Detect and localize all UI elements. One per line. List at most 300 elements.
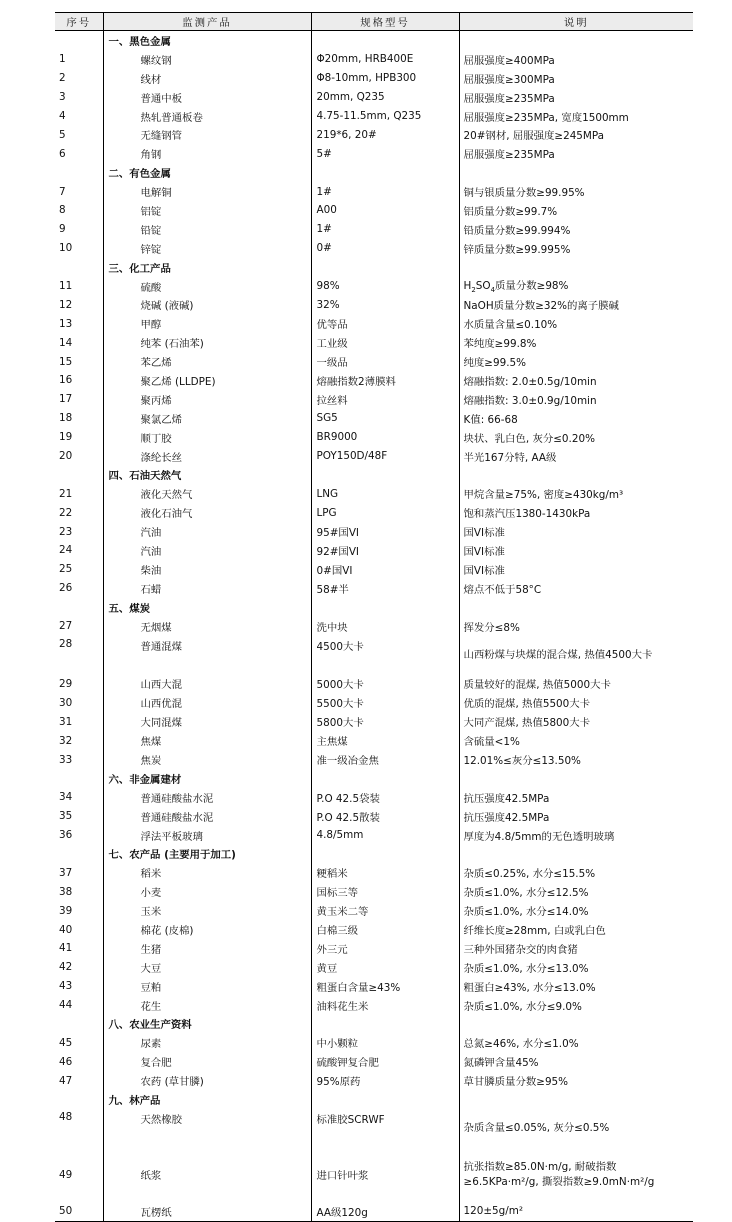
category-no-cell: [55, 163, 103, 182]
description: 氮磷钾含量45%: [459, 1052, 693, 1071]
row-no: 16: [59, 374, 73, 387]
row-no: 21: [59, 487, 73, 500]
row-no: 31: [59, 715, 73, 728]
row-no: 50: [55, 1202, 103, 1221]
spec-model: 5#: [311, 144, 459, 163]
description: 厚度为4.8/5mm的无色透明玻璃: [459, 826, 693, 845]
table-row: [55, 447, 693, 466]
row-no: 30: [59, 696, 73, 709]
description: 质量较好的混煤, 热值5000大卡: [459, 675, 693, 694]
row-no: 13: [59, 317, 73, 330]
description: 抗压强度42.5MPa: [459, 807, 693, 826]
spec-model: P.O 42.5散装: [311, 807, 459, 826]
table-row: [55, 220, 693, 239]
description: 国VI标准: [459, 560, 693, 579]
description: 杂质≤1.0%, 水分≤13.0%: [459, 958, 693, 977]
table-row: [55, 541, 693, 560]
table-row: [55, 675, 693, 694]
table-row: [55, 901, 693, 920]
product-name: 纯苯 (石油苯): [103, 333, 311, 352]
spec-model: 油料花生米: [311, 996, 459, 1015]
row-no: 14: [59, 336, 73, 349]
spec-model: 5500大卡: [311, 693, 459, 712]
product-name: 纸浆: [103, 1148, 311, 1202]
table-row: [55, 88, 693, 107]
description: 熔融指数: 3.0±0.9g/10min: [459, 390, 693, 409]
row-no: 49: [59, 1168, 73, 1181]
description: 含硫量<1%: [459, 731, 693, 750]
spec-model: 进口针叶浆: [311, 1148, 459, 1202]
product-name: 甲醇: [103, 314, 311, 333]
row-no: 35: [59, 810, 73, 823]
description: 山西粉煤与块煤的混合煤, 热值4500大卡: [459, 636, 693, 675]
product-name: 铝锭: [103, 201, 311, 220]
product-name: 顺丁胶: [103, 428, 311, 447]
description: 20#钢材, 屈服强度≥245MPa: [459, 125, 693, 144]
spec-model: 优等品: [311, 314, 459, 333]
table-body: [55, 31, 693, 1222]
row-no: 18: [59, 412, 73, 425]
row-no: 17: [59, 393, 73, 406]
product-name: 铅锭: [103, 220, 311, 239]
row-no: 5: [59, 128, 66, 141]
category-spec-cell: [311, 465, 459, 484]
row-no: 45: [59, 1036, 73, 1049]
description: 草甘膦质量分数≥95%: [459, 1071, 693, 1090]
row-no: 42: [59, 961, 73, 974]
description: 铝质量分数≥99.7%: [459, 201, 693, 220]
spec-model: P.O 42.5袋装: [311, 788, 459, 807]
category-no-cell: [55, 769, 103, 788]
row-no: 46: [59, 1055, 73, 1068]
table-row: [55, 750, 693, 769]
row-no: 2: [59, 72, 66, 85]
product-name: 聚乙烯 (LLDPE): [103, 371, 311, 390]
category-row: [55, 769, 693, 788]
product-name: 稻米: [103, 863, 311, 882]
row-no: 9: [59, 223, 66, 236]
table-row: [55, 788, 693, 807]
header-desc: 说明: [459, 13, 693, 31]
table-row: [55, 863, 693, 882]
row-no: 12: [59, 298, 73, 311]
table-row: [55, 125, 693, 144]
spec-model: Φ8-10mm, HPB300: [311, 69, 459, 88]
row-no: 32: [59, 734, 73, 747]
spec-model: 工业级: [311, 333, 459, 352]
product-name: 液化石油气: [103, 503, 311, 522]
description: 抗压强度42.5MPa: [459, 788, 693, 807]
description: 半光167分特, AA级: [459, 447, 693, 466]
spec-model: Φ20mm, HRB400E: [311, 50, 459, 69]
table-row: [55, 1202, 693, 1221]
description: 杂质≤1.0%, 水分≤12.5%: [459, 882, 693, 901]
category-desc-cell: [459, 1015, 693, 1034]
table-row: [55, 107, 693, 126]
header-product: 监测产品: [103, 13, 311, 31]
spec-model: 1#: [311, 220, 459, 239]
spec-model: 中小颗粒: [311, 1033, 459, 1052]
description: 甲烷含量≥75%, 密度≥430kg/m³: [459, 484, 693, 503]
category-desc-cell: [459, 1090, 693, 1109]
description: 块状、乳白色, 灰分≤0.20%: [459, 428, 693, 447]
description: 大同产混煤, 热值5800大卡: [459, 712, 693, 731]
category-label: 四、石油天然气: [103, 465, 311, 484]
category-desc-cell: [459, 258, 693, 277]
description: 国VI标准: [459, 541, 693, 560]
product-name: 苯乙烯: [103, 352, 311, 371]
spec-model: SG5: [311, 409, 459, 428]
spec-model: 准一级冶金焦: [311, 750, 459, 769]
table-row: [55, 636, 693, 675]
spec-model: 主焦煤: [311, 731, 459, 750]
category-spec-cell: [311, 1090, 459, 1109]
table-row: [55, 390, 693, 409]
category-row: [55, 1015, 693, 1034]
product-name: 线材: [103, 69, 311, 88]
row-no: 20: [59, 450, 73, 463]
spec-model: A00: [311, 201, 459, 220]
description: 挥发分≤8%: [459, 617, 693, 636]
table-row: [55, 579, 693, 598]
table-row: [55, 693, 693, 712]
spec-model: 0#: [311, 239, 459, 258]
table-row: [55, 1071, 693, 1090]
product-name: 锌锭: [103, 239, 311, 258]
category-row: [55, 163, 693, 182]
spec-model: 20mm, Q235: [311, 88, 459, 107]
spec-model: 4500大卡: [311, 636, 459, 675]
product-name: 尿素: [103, 1033, 311, 1052]
category-label: 七、农产品 (主要用于加工): [103, 845, 311, 864]
spec-model: 粗蛋白含量≥43%: [311, 977, 459, 996]
spec-model: 外三元: [311, 939, 459, 958]
spec-model: 5800大卡: [311, 712, 459, 731]
spec-model: 92#国VI: [311, 541, 459, 560]
row-no: 3: [59, 91, 66, 104]
row-no: 7: [59, 185, 66, 198]
product-name: 玉米: [103, 901, 311, 920]
table-row: [55, 239, 693, 258]
category-no-cell: [55, 845, 103, 864]
product-name: 普通硅酸盐水泥: [103, 788, 311, 807]
product-name: 热轧普通板卷: [103, 107, 311, 126]
description: 熔融指数: 2.0±0.5g/10min: [459, 371, 693, 390]
row-no: 44: [59, 999, 73, 1012]
product-name: 农药 (草甘膦): [103, 1071, 311, 1090]
table-row: [55, 409, 693, 428]
spec-model: 32%: [311, 295, 459, 314]
row-no: 26: [59, 582, 73, 595]
spec-model: 4.75-11.5mm, Q235: [311, 107, 459, 126]
product-name: 焦煤: [103, 731, 311, 750]
category-label: 二、有色金属: [103, 163, 311, 182]
table-row: [55, 731, 693, 750]
product-name: 小麦: [103, 882, 311, 901]
product-name: 电解铜: [103, 182, 311, 201]
spec-model: 一级品: [311, 352, 459, 371]
spec-model: 白棉三级: [311, 920, 459, 939]
spec-model: 1#: [311, 182, 459, 201]
table-row: [55, 882, 693, 901]
description: 屈服强度≥300MPa: [459, 69, 693, 88]
table-row: [55, 958, 693, 977]
spec-model: LNG: [311, 484, 459, 503]
product-name: 普通硅酸盐水泥: [103, 807, 311, 826]
category-label: 八、农业生产资料: [103, 1015, 311, 1034]
spec-model: 95%原药: [311, 1071, 459, 1090]
spec-model: 5000大卡: [311, 675, 459, 694]
row-no: 38: [59, 885, 73, 898]
header-row: [55, 13, 693, 31]
row-no: 24: [59, 544, 73, 557]
spec-model: 0#国VI: [311, 560, 459, 579]
row-no: 43: [59, 980, 73, 993]
row-no: 1: [59, 53, 66, 66]
table-row: [55, 996, 693, 1015]
category-row: [55, 465, 693, 484]
category-label: 九、林产品: [103, 1090, 311, 1109]
description: 水质量含量≤0.10%: [459, 314, 693, 333]
spec-model: 黄豆: [311, 958, 459, 977]
row-no: 39: [59, 904, 73, 917]
description: 纯度≥99.5%: [459, 352, 693, 371]
table-row: [55, 807, 693, 826]
category-label: 六、非金属建材: [103, 769, 311, 788]
product-name: 焦炭: [103, 750, 311, 769]
product-name: 无烟煤: [103, 617, 311, 636]
product-name: 山西大混: [103, 675, 311, 694]
category-no-cell: [55, 465, 103, 484]
product-name: 烧碱 (液碱): [103, 295, 311, 314]
product-name: 硫酸: [103, 277, 311, 296]
product-name: 棉花 (皮棉): [103, 920, 311, 939]
spec-model: 粳稻米: [311, 863, 459, 882]
table-row: [55, 314, 693, 333]
description: 铜与银质量分数≥99.95%: [459, 182, 693, 201]
row-no: 10: [59, 242, 73, 255]
product-name: 聚丙烯: [103, 390, 311, 409]
category-no-cell: [55, 598, 103, 617]
product-name: 瓦楞纸: [103, 1202, 311, 1221]
category-row: [55, 31, 693, 50]
table-row: [55, 977, 693, 996]
description: 屈服强度≥235MPa: [459, 88, 693, 107]
row-no: 11: [59, 280, 73, 293]
table-row: [55, 69, 693, 88]
spec-model: 黄玉米二等: [311, 901, 459, 920]
category-spec-cell: [311, 598, 459, 617]
table-row: [55, 277, 693, 296]
product-name: 生猪: [103, 939, 311, 958]
row-no: 8: [59, 204, 66, 217]
product-name: 涤纶长丝: [103, 447, 311, 466]
table-row: [55, 1052, 693, 1071]
spec-model: LPG: [311, 503, 459, 522]
table-row: [55, 712, 693, 731]
row-no: 25: [59, 563, 73, 576]
description: 铅质量分数≥99.994%: [459, 220, 693, 239]
category-desc-cell: [459, 163, 693, 182]
table-row: [55, 50, 693, 69]
description: NaOH质量分数≥32%的离子膜碱: [459, 295, 693, 314]
description: 杂质含量≤0.05%, 灰分≤0.5%: [459, 1109, 693, 1148]
category-desc-cell: [459, 31, 693, 50]
table-row: [55, 1148, 693, 1202]
description: 杂质≤1.0%, 水分≤14.0%: [459, 901, 693, 920]
category-desc-cell: [459, 598, 693, 617]
spec-model: 拉丝料: [311, 390, 459, 409]
product-name: 聚氯乙烯: [103, 409, 311, 428]
category-spec-cell: [311, 258, 459, 277]
category-row: [55, 1090, 693, 1109]
category-row: [55, 598, 693, 617]
category-label: 一、黑色金属: [103, 31, 311, 50]
description: 屈服强度≥235MPa, 宽度1500mm: [459, 107, 693, 126]
category-no-cell: [55, 1015, 103, 1034]
price-monitor-table-page: [55, 12, 693, 1222]
description: 三种外国猪杂交的肉食猪: [459, 939, 693, 958]
row-no: 28: [59, 637, 73, 650]
spec-model: 58#半: [311, 579, 459, 598]
description: 12.01%≤灰分≤13.50%: [459, 750, 693, 769]
row-no: 15: [59, 355, 73, 368]
row-no: 19: [59, 431, 73, 444]
product-name: 汽油: [103, 522, 311, 541]
spec-model: 98%: [311, 277, 459, 296]
description: 总氮≥46%, 水分≤1.0%: [459, 1033, 693, 1052]
table-row: [55, 371, 693, 390]
spec-model: 洗中块: [311, 617, 459, 636]
row-no: 41: [59, 942, 73, 955]
description: 国VI标准: [459, 522, 693, 541]
table-row: [55, 939, 693, 958]
product-name: 柴油: [103, 560, 311, 579]
spec-model: 国标三等: [311, 882, 459, 901]
table-row: [55, 1109, 693, 1148]
product-name: 石蜡: [103, 579, 311, 598]
spec-model: 硫酸钾复合肥: [311, 1052, 459, 1071]
product-name: 角钢: [103, 144, 311, 163]
product-name: 汽油: [103, 541, 311, 560]
product-name: 浮法平板玻璃: [103, 826, 311, 845]
table-row: [55, 920, 693, 939]
product-name: 花生: [103, 996, 311, 1015]
table-row: [55, 484, 693, 503]
table-row: [55, 560, 693, 579]
category-no-cell: [55, 1090, 103, 1109]
row-no: 33: [59, 753, 73, 766]
product-name: 液化天然气: [103, 484, 311, 503]
category-spec-cell: [311, 31, 459, 50]
row-no: 37: [59, 866, 73, 879]
row-no: 23: [59, 525, 73, 538]
table-row: [55, 144, 693, 163]
spec-model: 219*6, 20#: [311, 125, 459, 144]
row-no: 34: [59, 791, 73, 804]
category-desc-cell: [459, 769, 693, 788]
description: 粗蛋白≥43%, 水分≤13.0%: [459, 977, 693, 996]
description: 120±5g/m²: [459, 1202, 693, 1221]
description: 杂质≤0.25%, 水分≤15.5%: [459, 863, 693, 882]
table-row: [55, 333, 693, 352]
product-name: 无缝钢管: [103, 125, 311, 144]
description: 纤维长度≥28mm, 白或乳白色: [459, 920, 693, 939]
table-row: [55, 352, 693, 371]
product-name: 普通混煤: [103, 636, 311, 675]
table-row: [55, 1033, 693, 1052]
category-no-cell: [55, 31, 103, 50]
spec-model: 标准胶SCRWF: [311, 1109, 459, 1148]
description: 锌质量分数≥99.995%: [459, 239, 693, 258]
description: 屈服强度≥400MPa: [459, 50, 693, 69]
row-no: 47: [59, 1074, 73, 1087]
product-name: 螺纹钢: [103, 50, 311, 69]
table-header: [55, 13, 693, 31]
category-row: [55, 258, 693, 277]
product-name: 山西优混: [103, 693, 311, 712]
row-no: 27: [59, 620, 73, 633]
description: K值: 66-68: [459, 409, 693, 428]
category-label: 三、化工产品: [103, 258, 311, 277]
row-no: 48: [59, 1110, 73, 1123]
description: 熔点不低于58°C: [459, 579, 693, 598]
table-row: [55, 428, 693, 447]
product-name: 复合肥: [103, 1052, 311, 1071]
row-no: 36: [59, 829, 73, 842]
product-name: 大豆: [103, 958, 311, 977]
product-name: 大同混煤: [103, 712, 311, 731]
product-name: 天然橡胶: [103, 1109, 311, 1148]
table-row: [55, 617, 693, 636]
row-no: 40: [59, 923, 73, 936]
description: 苯纯度≥99.8%: [459, 333, 693, 352]
spec-model: 熔融指数2薄膜料: [311, 371, 459, 390]
header-spec: 规格型号: [311, 13, 459, 31]
category-no-cell: [55, 258, 103, 277]
table-row: [55, 826, 693, 845]
product-name: 普通中板: [103, 88, 311, 107]
row-no: 6: [59, 147, 66, 160]
category-spec-cell: [311, 1015, 459, 1034]
category-spec-cell: [311, 845, 459, 864]
spec-model: 4.8/5mm: [311, 826, 459, 845]
category-row: [55, 845, 693, 864]
description: $H_2SO_4$质量分数≥98%: [459, 277, 693, 296]
description: 饱和蒸汽压1380-1430kPa: [459, 503, 693, 522]
spec-model: POY150D/48F: [311, 447, 459, 466]
product-name: 豆粕: [103, 977, 311, 996]
header-no: 序号: [55, 13, 103, 31]
spec-model: AA级120g: [311, 1202, 459, 1221]
table-row: [55, 295, 693, 314]
product-spec-table: [55, 12, 693, 1222]
spec-model: 95#国VI: [311, 522, 459, 541]
row-no: 29: [59, 677, 73, 690]
category-spec-cell: [311, 769, 459, 788]
spec-model: BR9000: [311, 428, 459, 447]
row-no: 4: [59, 110, 66, 122]
description: 优质的混煤, 热值5500大卡: [459, 693, 693, 712]
table-row: [55, 201, 693, 220]
category-desc-cell: [459, 845, 693, 864]
table-row: [55, 503, 693, 522]
row-no: 22: [59, 506, 73, 519]
description: 抗张指数≥85.0N·m/g, 耐破指数≥6.5KPa·m²/g, 撕裂指数≥9.0mN·m²/g: [459, 1148, 693, 1202]
table-row: [55, 522, 693, 541]
category-spec-cell: [311, 163, 459, 182]
category-label: 五、煤炭: [103, 598, 311, 617]
